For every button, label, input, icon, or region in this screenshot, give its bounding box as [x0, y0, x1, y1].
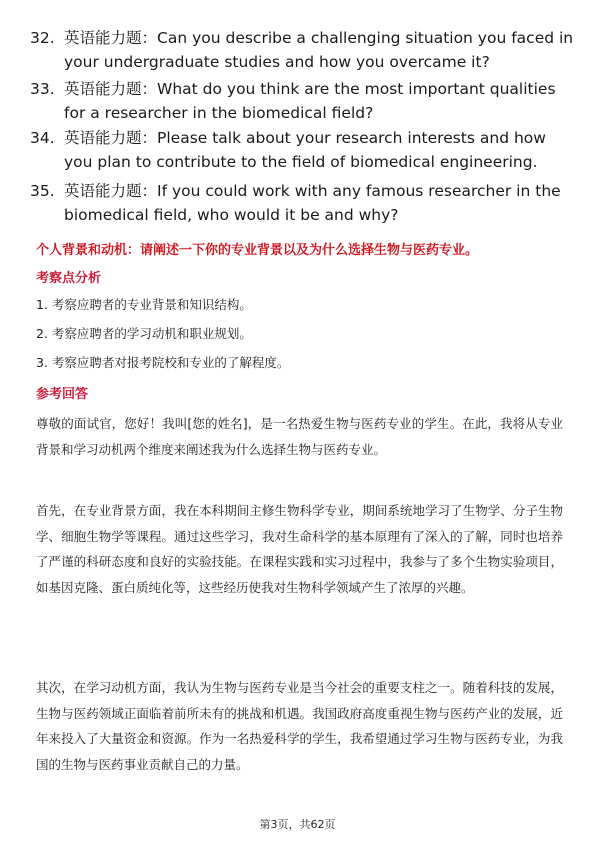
question-35 — [30, 179, 575, 227]
question-text: 英语能力题：Can you describe a challenging situation you faced in your undergraduate studies and how you overcame it? — [64, 29, 574, 71]
answer-paragraph: 尊敬的面试官，您好！我叫[您的姓名]，是一名热爱生物与医药专业的学生。在此，我将从专业背景和学习动机两个维度来阐述我为什么选择生物与医药专业。 — [36, 416, 563, 457]
answer-paragraph: 其次，在学习动机方面，我认为生物与医药专业是当今社会的重要支柱之一。随着科技的发展，生物与医药领域正面临着前所未有的挑战和机遇。我国政府高度重视生物与医药产业的发展，近年来投入了大量资金和资源。作为一名热爱科学的学生，我希望通过学习生物与医药专业，为我国的生物与医药事业贡献自己的力量。 — [36, 680, 563, 772]
question-text: 英语能力题：If you could work with any famous researcher in the biomedical field, who would it be and why? — [64, 182, 561, 224]
question-number: 34. — [30, 129, 55, 147]
answer-paragraph: 首先，在专业背景方面，我在本科期间主修生物科学专业，期间系统地学习了生物学、分子生物学、细胞生物学等课程。通过这些学习，我对生命科学的基本原理有了深入的了解，同时也培养了严谨的科研态度和良好的实验技能。在课程实践和实习过程中，我参与了多个生物实验项目，如基因克隆、蛋白质纯化等，这些经历使我对生物科学领域产生了浓厚的兴趣。 — [36, 503, 563, 595]
analysis-title: 考察点分析 — [36, 271, 102, 286]
question-33 — [30, 77, 575, 125]
question-number: 35. — [30, 182, 55, 200]
question-heading: 个人背景和动机：请阐述一下你的专业背景以及为什么选择生物与医药专业。 — [36, 243, 479, 258]
question-number: 33. — [30, 80, 55, 98]
page-number: 第3页，共62页 — [259, 818, 336, 831]
analysis-item: 3. 考察应聘者对报考院校和专业的了解程度。 — [36, 355, 290, 370]
analysis-item: 2. 考察应聘者的学习动机和职业规划。 — [36, 326, 252, 341]
question-text: 英语能力题：Please talk about your research interests and how you plan to contribute to the field of biomedical engineering. — [64, 129, 546, 171]
question-number: 32. — [30, 29, 55, 47]
question-text: 英语能力题：What do you think are the most important qualities for a researcher in the biomedical field? — [64, 80, 556, 122]
analysis-item: 1. 考察应聘者的专业背景和知识结构。 — [36, 297, 252, 312]
question-32 — [30, 26, 575, 74]
question-34 — [30, 126, 575, 174]
reference-title: 参考回答 — [36, 387, 89, 402]
